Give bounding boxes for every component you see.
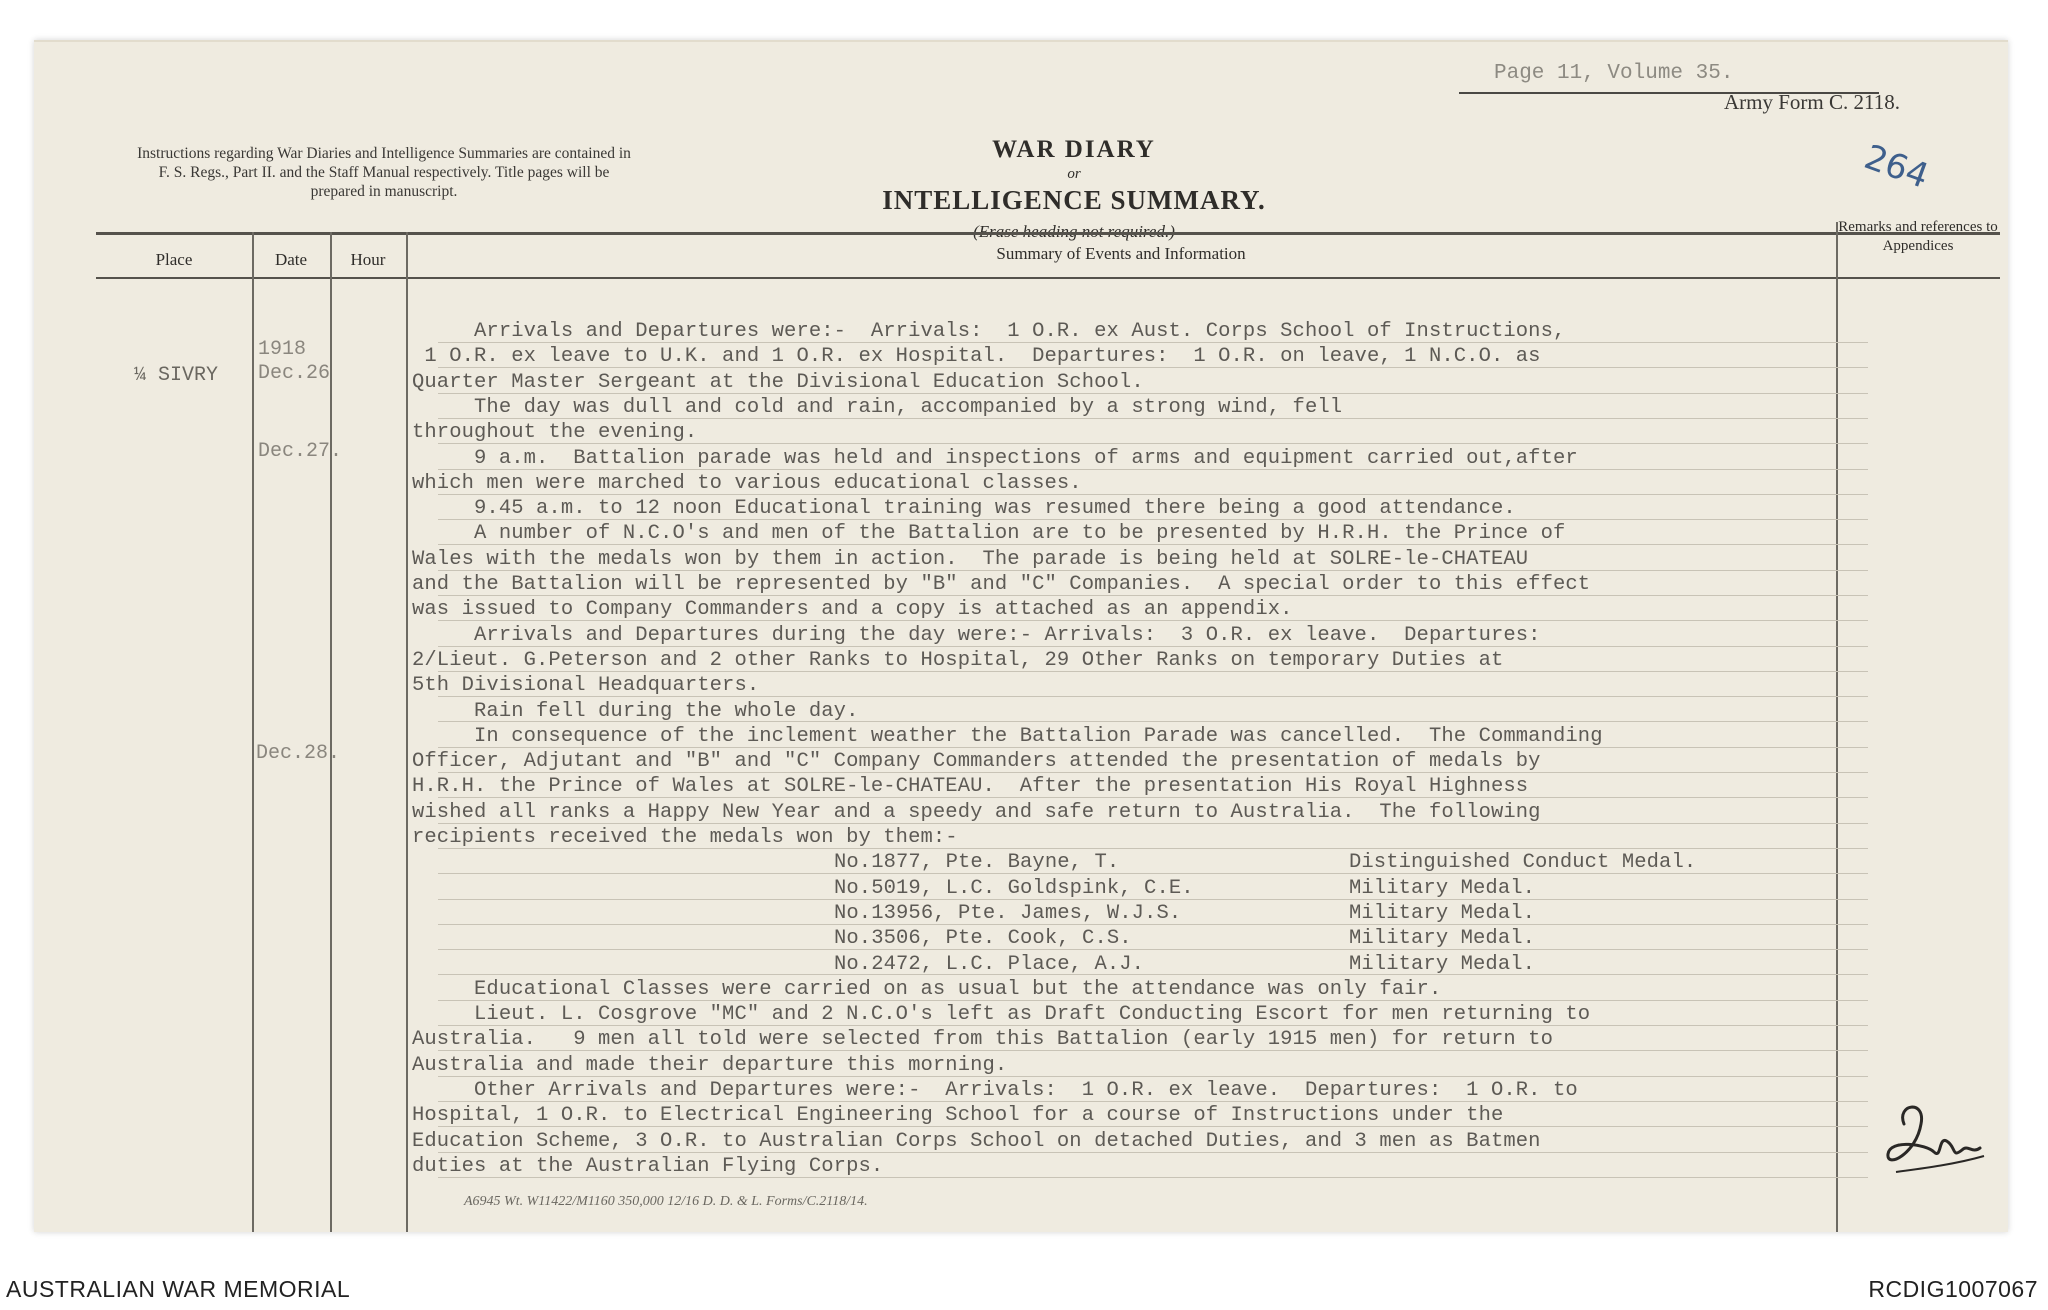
instructions-note: Instructions regarding War Diaries and Intelligence Summaries are contained in F. S. Regs., Part II. and the Staff Manual respectively. Title pages will be prepared in manuscript. xyxy=(137,145,631,200)
diary-line: Australia. 9 men all told were selected from this Battalion (early 1915 men) for return to xyxy=(412,1028,1553,1052)
diary-line: Other Arrivals and Departures were:- Arrivals: 1 O.R. ex leave. Departures: 1 O.R. to xyxy=(412,1079,1578,1102)
date-dec-28: Dec.28. xyxy=(256,742,341,765)
diary-line: wished all ranks a Happy New Year and a speedy and safe return to Australia. The following xyxy=(412,800,1541,824)
diary-line: which men were marched to various educational classes. xyxy=(412,471,1082,495)
date-dec-27: Dec.27. xyxy=(258,440,343,463)
diary-line: and the Battalion will be represented by "B" and "C" Companies. A special order to this effect xyxy=(412,573,1591,596)
diary-line: Arrivals and Departures were:- Arrivals: 1 O.R. ex Aust. Corps School of Instructions, xyxy=(412,320,1566,343)
medal-recipient-name: No.1877, Pte. Bayne, T. xyxy=(834,851,1120,875)
form-heading xyxy=(754,92,1394,242)
date-dec-26: Dec.26 xyxy=(258,362,331,385)
ruled-line xyxy=(438,949,1868,950)
diary-line: throughout the evening. xyxy=(412,421,698,445)
table-top-border xyxy=(96,232,2000,235)
archive-caption: AUSTRALIAN WAR MEMORIAL xyxy=(6,1276,351,1302)
diary-line: 1 O.R. ex leave to U.K. and 1 O.R. ex Hospital. Departures: 1 O.R. on leave, 1 N.C.O. as xyxy=(412,345,1541,369)
medal-recipient-name: No.13956, Pte. James, W.J.S. xyxy=(834,901,1182,925)
diary-line: The day was dull and cold and rain, accompanied by a strong wind, fell xyxy=(412,395,1343,419)
diary-line: Australia and made their departure this morning. xyxy=(412,1053,1008,1077)
diary-sheet xyxy=(34,40,2008,1232)
diary-line: 9 a.m. Battalion parade was held and inspections of arms and equipment carried out,after xyxy=(412,446,1578,470)
medal-recipient-name: No.3506, Pte. Cook, C.S. xyxy=(834,927,1132,951)
diary-line: Lieut. L. Cosgrove "MC" and 2 N.C.O's left as Draft Conducting Escort for men returning to xyxy=(412,1003,1591,1027)
diary-line: Hospital, 1 O.R. to Electrical Engineering School for a course of Instructions under the xyxy=(412,1104,1504,1128)
col-header-summary: Summary of Events and Information xyxy=(996,244,1246,263)
diary-line: recipients received the medals won by them:- xyxy=(412,826,958,849)
col-header-hour: Hour xyxy=(350,250,386,269)
officer-signature xyxy=(1876,1094,1996,1184)
folio-number: 264 xyxy=(1859,137,1934,197)
diary-line: Educational Classes were carried on as usual but the attendance was only fair. xyxy=(412,977,1442,1001)
page-reference: Page 11, Volume 35. xyxy=(1494,62,1734,85)
medal-recipient-name: No.2472, L.C. Place, A.J. xyxy=(834,952,1145,976)
date-year: 1918 xyxy=(258,338,307,361)
diary-line: was issued to Company Commanders and a copy is attached as an appendix. xyxy=(412,598,1293,622)
medal-award: Military Medal. xyxy=(1349,901,1536,925)
medal-award: Military Medal. xyxy=(1349,952,1536,976)
print-note: A6945 Wt. W11422/M1160 350,000 12/16 D. D. & L. Forms/C.2118/14. xyxy=(464,1194,868,1209)
diary-line: 5th Divisional Headquarters. xyxy=(412,674,760,698)
ruled-line xyxy=(438,974,1868,975)
diary-line: Education Scheme, 3 O.R. to Australian Corps School on detached Duties, and 3 men as Batmen xyxy=(412,1129,1541,1153)
col-header-remarks: Remarks and references to Appendices xyxy=(1838,219,1998,254)
diary-line: Wales with the medals won by them in action. The parade is being held at SOLRE-le-CHATEAU xyxy=(412,547,1529,571)
diary-line: Officer, Adjutant and "B" and "C" Company Commanders attended the presentation of medals by xyxy=(412,750,1541,774)
diary-line: Rain fell during the whole day. xyxy=(412,699,859,723)
col-header-place: Place xyxy=(155,250,193,269)
diary-line: duties at the Australian Flying Corps. xyxy=(412,1154,884,1178)
diary-line: In consequence of the inclement weather the Battalion Parade was cancelled. The Commanding xyxy=(412,724,1603,748)
medal-recipient-name: No.5019, L.C. Goldspink, C.E. xyxy=(834,876,1194,900)
medal-award: Military Medal. xyxy=(1349,876,1536,900)
diary-line: 9.45 a.m. to 12 noon Educational training was resumed there being a good attendance. xyxy=(412,497,1516,521)
title-intelligence-summary: INTELLIGENCE SUMMARY. xyxy=(882,185,1266,215)
medal-award: Military Medal. xyxy=(1349,927,1536,951)
title-war-diary: WAR DIARY xyxy=(992,136,1156,163)
diary-line: 2/Lieut. G.Peterson and 2 other Ranks to Hospital, 29 Other Ranks on temporary Duties at xyxy=(412,648,1504,672)
place-entry: ¼ SIVRY xyxy=(134,364,219,387)
diary-line: Quarter Master Sergeant at the Divisional Education School. xyxy=(412,370,1144,394)
diary-line: A number of N.C.O's and men of the Battalion are to be presented by H.R.H. the Prince of xyxy=(412,522,1566,546)
table-header-divider xyxy=(96,277,2000,279)
title-or: or xyxy=(1067,166,1081,182)
col-divider-date xyxy=(330,232,332,1232)
col-divider-hour xyxy=(406,232,408,1232)
col-header-date: Date xyxy=(274,250,308,269)
army-form-number: Army Form C. 2118. xyxy=(1724,90,1900,114)
col-divider-place xyxy=(252,232,254,1232)
medal-award: Distinguished Conduct Medal. xyxy=(1349,851,1697,875)
col-divider-summary xyxy=(1836,222,1838,1232)
archive-reference: RCDIG1007067 xyxy=(1868,1276,2038,1302)
diary-line: H.R.H. the Prince of Wales at SOLRE-le-CHATEAU. After the presentation His Royal Highness xyxy=(412,775,1529,799)
diary-line: Arrivals and Departures during the day were:- Arrivals: 3 O.R. ex leave. Departures: xyxy=(412,623,1541,647)
